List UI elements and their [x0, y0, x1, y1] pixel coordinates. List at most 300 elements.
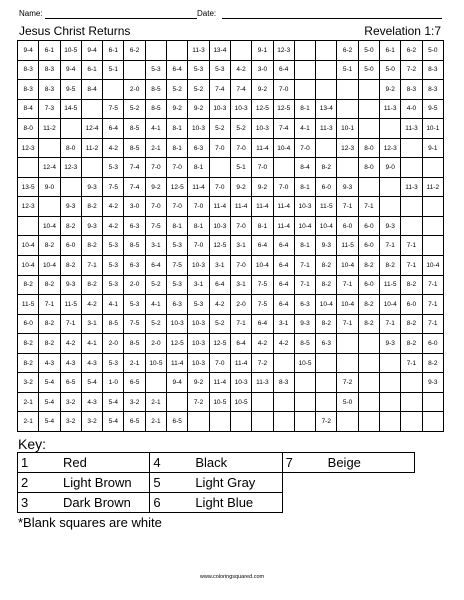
grid-cell: 7-0 — [209, 177, 230, 197]
grid-cell: 5-3 — [103, 236, 124, 256]
grid-cell: 8-5 — [124, 119, 145, 139]
grid-cell: 8-2 — [60, 216, 81, 236]
grid-cell: 10-4 — [316, 295, 337, 315]
grid-cell: 6-4 — [167, 60, 188, 80]
grid-row — [18, 373, 444, 393]
grid-cell: 3-1 — [81, 314, 102, 334]
grid-cell: 8-0 — [60, 138, 81, 158]
grid-row — [18, 158, 444, 178]
grid-cell: 9-5 — [422, 99, 443, 119]
grid-cell: 8-3 — [273, 373, 294, 393]
grid-cell: 10-5 — [230, 392, 251, 412]
grid-cell: 3-0 — [252, 60, 273, 80]
grid-cell: 6-4 — [209, 275, 230, 295]
key-color-name: Light Gray — [195, 475, 256, 490]
grid-cell: 7-0 — [209, 353, 230, 373]
grid-cell — [230, 41, 251, 61]
grid-cell: 2-1 — [18, 412, 39, 432]
grid-cell: 7-1 — [39, 295, 60, 315]
grid-cell — [337, 99, 358, 119]
grid-cell: 3-1 — [145, 236, 166, 256]
grid-cell: 5-0 — [422, 41, 443, 61]
grid-cell: 10-4 — [18, 236, 39, 256]
grid-cell: 9-2 — [188, 99, 209, 119]
grid-cell: 3-1 — [273, 314, 294, 334]
grid-cell: 5-3 — [188, 60, 209, 80]
grid-cell — [380, 373, 401, 393]
grid-cell — [18, 216, 39, 236]
grid-cell — [81, 158, 102, 178]
grid-cell: 2-1 — [145, 412, 166, 432]
grid-cell — [337, 158, 358, 178]
grid-cell: 2-0 — [103, 334, 124, 354]
grid-cell: 3-1 — [230, 236, 251, 256]
grid-cell — [358, 353, 379, 373]
key-number: 4 — [153, 455, 161, 470]
grid-cell: 9-3 — [60, 197, 81, 217]
grid-cell: 10-3 — [188, 256, 209, 276]
grid-cell: 11-4 — [167, 353, 188, 373]
grid-cell — [60, 119, 81, 139]
key-entry — [18, 493, 150, 513]
grid-cell: 4-0 — [401, 99, 422, 119]
grid-cell: 10-4 — [18, 256, 39, 276]
grid-cell: 7-5 — [252, 275, 273, 295]
grid-row — [18, 275, 444, 295]
grid-cell: 9-4 — [167, 373, 188, 393]
grid-cell: 9-3 — [316, 236, 337, 256]
grid-cell: 5-3 — [103, 256, 124, 276]
grid-cell — [380, 392, 401, 412]
grid-cell: 8-3 — [39, 80, 60, 100]
grid-cell: 3-2 — [124, 392, 145, 412]
key-row — [18, 453, 415, 473]
grid-cell: 8-2 — [18, 334, 39, 354]
grid-cell: 5-0 — [380, 60, 401, 80]
grid-cell: 2-1 — [18, 392, 39, 412]
grid-cell — [380, 412, 401, 432]
grid-row — [18, 256, 444, 276]
grid-cell: 3-2 — [81, 412, 102, 432]
grid-cell: 7-2 — [316, 412, 337, 432]
page-title: Jesus Christ Returns — [19, 24, 131, 38]
grid-cell — [39, 197, 60, 217]
grid-cell — [401, 392, 422, 412]
grid-cell — [422, 216, 443, 236]
grid-cell: 9-2 — [145, 177, 166, 197]
grid-cell: 5-3 — [167, 236, 188, 256]
grid-cell: 11-5 — [60, 295, 81, 315]
grid-cell — [294, 41, 315, 61]
grid-cell: 11-3 — [380, 99, 401, 119]
grid-cell: 6-0 — [401, 295, 422, 315]
grid-cell — [103, 80, 124, 100]
grid-cell: 8-3 — [401, 80, 422, 100]
grid-cell — [401, 158, 422, 178]
grid-cell: 9-2 — [252, 177, 273, 197]
grid-cell: 8-2 — [316, 275, 337, 295]
grid-cell: 6-3 — [316, 334, 337, 354]
title-row — [17, 24, 443, 40]
grid-cell: 6-1 — [380, 41, 401, 61]
grid-cell: 5-2 — [209, 119, 230, 139]
key-entry — [150, 473, 282, 493]
grid-cell: 9-0 — [380, 158, 401, 178]
grid-row — [18, 412, 444, 432]
grid-cell: 11-5 — [337, 236, 358, 256]
grid-cell — [124, 60, 145, 80]
grid-row — [18, 80, 444, 100]
grid-cell: 3-1 — [188, 275, 209, 295]
grid-cell: 11-2 — [81, 138, 102, 158]
grid-cell: 11-3 — [188, 41, 209, 61]
grid-cell — [380, 119, 401, 139]
grid-cell — [167, 392, 188, 412]
grid-cell: 4-2 — [252, 334, 273, 354]
grid-cell: 4-1 — [145, 119, 166, 139]
grid-cell: 6-0 — [358, 275, 379, 295]
grid-cell — [401, 412, 422, 432]
grid-cell: 7-1 — [230, 314, 251, 334]
grid-cell: 7-1 — [380, 236, 401, 256]
grid-cell: 10-3 — [188, 353, 209, 373]
grid-cell: 7-4 — [209, 80, 230, 100]
grid-cell — [358, 392, 379, 412]
grid-cell: 7-0 — [188, 197, 209, 217]
grid-cell: 12-3 — [60, 158, 81, 178]
grid-cell — [18, 158, 39, 178]
grid-cell: 7-5 — [167, 256, 188, 276]
grid-cell: 8-2 — [39, 314, 60, 334]
grid-cell: 7-0 — [252, 158, 273, 178]
grid-cell: 9-2 — [380, 80, 401, 100]
grid-cell: 8-1 — [294, 236, 315, 256]
grid-cell: 8-3 — [422, 60, 443, 80]
grid-row — [18, 295, 444, 315]
grid-cell: 8-2 — [422, 353, 443, 373]
grid-cell: 11-4 — [230, 353, 251, 373]
grid-cell: 11-5 — [316, 197, 337, 217]
grid-cell: 8-4 — [294, 158, 315, 178]
grid-cell: 10-4 — [273, 138, 294, 158]
grid-cell: 7-1 — [337, 275, 358, 295]
grid-cell: 6-4 — [273, 236, 294, 256]
grid-cell: 8-3 — [39, 60, 60, 80]
grid-cell: 11-4 — [273, 197, 294, 217]
grid-cell: 11-4 — [209, 373, 230, 393]
grid-cell — [60, 177, 81, 197]
grid-cell: 6-4 — [273, 275, 294, 295]
grid-row — [18, 138, 444, 158]
grid-cell — [273, 412, 294, 432]
grid-cell: 7-0 — [145, 197, 166, 217]
grid-cell — [316, 138, 337, 158]
grid-cell — [188, 412, 209, 432]
grid-cell: 8-2 — [380, 256, 401, 276]
grid-cell: 9-4 — [81, 41, 102, 61]
grid-cell: 10-4 — [422, 256, 443, 276]
grid-cell: 8-1 — [167, 138, 188, 158]
grid-cell — [401, 197, 422, 217]
grid-row — [18, 392, 444, 412]
grid-cell: 8-5 — [124, 236, 145, 256]
date-line — [222, 18, 442, 19]
grid-cell: 4-1 — [294, 119, 315, 139]
grid-cell: 6-1 — [81, 60, 102, 80]
grid-cell: 4-2 — [273, 334, 294, 354]
grid-cell — [380, 353, 401, 373]
grid-cell: 9-2 — [167, 99, 188, 119]
grid-cell: 10-3 — [188, 334, 209, 354]
grid-cell: 8-1 — [252, 216, 273, 236]
grid-cell — [167, 41, 188, 61]
grid-cell: 7-1 — [401, 236, 422, 256]
grid-cell: 6-0 — [337, 216, 358, 236]
grid-cell: 6-0 — [358, 236, 379, 256]
grid-cell: 2-1 — [124, 353, 145, 373]
grid-cell: 8-2 — [39, 334, 60, 354]
grid-row — [18, 216, 444, 236]
name-line — [45, 18, 197, 19]
grid-cell: 11-4 — [188, 177, 209, 197]
grid-cell: 13-4 — [316, 99, 337, 119]
grid-cell: 8-0 — [358, 138, 379, 158]
grid-cell: 4-2 — [60, 334, 81, 354]
grid-cell: 8-2 — [401, 334, 422, 354]
grid-cell: 12-5 — [209, 236, 230, 256]
key-color-name: Light Blue — [195, 495, 254, 510]
grid-cell: 7-5 — [103, 99, 124, 119]
grid-cell: 10-4 — [39, 256, 60, 276]
color-key-table — [17, 452, 415, 513]
grid-cell: 11-3 — [401, 177, 422, 197]
grid-cell: 9-3 — [380, 334, 401, 354]
grid-cell — [337, 412, 358, 432]
key-color-name: Beige — [327, 455, 361, 470]
grid-cell: 5-2 — [209, 314, 230, 334]
grid-cell: 8-1 — [167, 119, 188, 139]
grid-cell: 12-3 — [337, 138, 358, 158]
grid-cell: 5-1 — [230, 158, 251, 178]
grid-cell: 7-2 — [337, 373, 358, 393]
grid-cell: 5-3 — [167, 275, 188, 295]
grid-cell: 10-3 — [167, 314, 188, 334]
grid-cell: 6-5 — [124, 373, 145, 393]
grid-cell: 9-3 — [81, 177, 102, 197]
grid-cell: 7-1 — [380, 314, 401, 334]
footer-url: www.coloringsquared.com — [199, 574, 265, 580]
key-row — [18, 493, 415, 513]
key-entry — [18, 473, 150, 493]
grid-cell: 8-5 — [103, 314, 124, 334]
grid-cell — [316, 353, 337, 373]
grid-cell: 9-3 — [337, 177, 358, 197]
key-color-name: Red — [63, 455, 87, 470]
grid-cell: 10-5 — [145, 353, 166, 373]
grid-cell: 8-1 — [294, 99, 315, 119]
grid-cell: 5-0 — [337, 392, 358, 412]
grid-cell: 8-2 — [39, 275, 60, 295]
grid-cell: 7-1 — [337, 314, 358, 334]
grid-cell: 8-2 — [358, 314, 379, 334]
grid-cell: 10-3 — [209, 99, 230, 119]
grid-cell: 4-1 — [145, 295, 166, 315]
grid-cell: 6-0 — [18, 314, 39, 334]
grid-cell: 5-4 — [39, 373, 60, 393]
grid-cell: 9-3 — [81, 216, 102, 236]
grid-cell: 8-5 — [124, 334, 145, 354]
grid-cell: 10-3 — [252, 119, 273, 139]
grid-cell — [294, 60, 315, 80]
grid-cell: 10-4 — [380, 295, 401, 315]
grid-cell: 5-2 — [145, 275, 166, 295]
grid-row — [18, 353, 444, 373]
grid-cell: 6-5 — [167, 412, 188, 432]
grid-cell: 6-0 — [316, 177, 337, 197]
grid-cell — [358, 119, 379, 139]
grid-cell: 5-4 — [39, 412, 60, 432]
grid-cell: 5-3 — [103, 275, 124, 295]
grid-cell — [209, 412, 230, 432]
blank-squares-note: *Blank squares are white — [18, 515, 162, 530]
grid-cell: 10-4 — [252, 256, 273, 276]
grid-cell: 6-0 — [422, 334, 443, 354]
grid-row — [18, 119, 444, 139]
grid-cell: 7-0 — [167, 158, 188, 178]
grid-cell: 4-1 — [81, 334, 102, 354]
grid-cell: 7-5 — [103, 177, 124, 197]
grid-cell: 7-1 — [294, 275, 315, 295]
grid-cell: 10-3 — [230, 373, 251, 393]
grid-cell: 11-3 — [316, 119, 337, 139]
header — [17, 6, 443, 20]
grid-cell: 10-3 — [188, 314, 209, 334]
grid-cell: 4-2 — [103, 138, 124, 158]
grid-cell: 7-0 — [294, 138, 315, 158]
grid-cell: 8-2 — [81, 236, 102, 256]
grid-cell: 8-4 — [18, 99, 39, 119]
grid-cell: 12-3 — [273, 41, 294, 61]
grid-cell: 7-0 — [230, 216, 251, 236]
grid-cell: 7-1 — [60, 314, 81, 334]
grid-cell: 8-2 — [358, 256, 379, 276]
grid-cell: 9-0 — [39, 177, 60, 197]
grid-cell: 6-0 — [358, 216, 379, 236]
grid-cell — [358, 412, 379, 432]
grid-cell: 2-0 — [124, 275, 145, 295]
key-color-name: Dark Brown — [63, 495, 131, 510]
grid-cell: 5-1 — [103, 60, 124, 80]
grid-cell: 8-2 — [39, 236, 60, 256]
grid-cell: 9-4 — [60, 60, 81, 80]
grid-cell: 7-1 — [401, 256, 422, 276]
grid-cell: 12-3 — [18, 197, 39, 217]
grid-cell: 5-4 — [103, 392, 124, 412]
grid-cell: 12-5 — [167, 334, 188, 354]
grid-cell: 12-4 — [39, 158, 60, 178]
grid-cell — [401, 373, 422, 393]
grid-cell — [380, 197, 401, 217]
grid-cell: 6-3 — [124, 216, 145, 236]
grid-cell: 6-4 — [273, 295, 294, 315]
grid-cell: 5-2 — [188, 80, 209, 100]
grid-cell: 7-1 — [358, 197, 379, 217]
grid-cell: 5-4 — [103, 412, 124, 432]
grid-cell: 7-3 — [39, 99, 60, 119]
grid-cell — [81, 99, 102, 119]
grid-cell: 11-4 — [209, 197, 230, 217]
grid-cell — [145, 373, 166, 393]
grid-cell: 9-3 — [60, 275, 81, 295]
grid-cell: 7-1 — [422, 275, 443, 295]
date-label: Date: — [197, 9, 217, 18]
grid-cell — [294, 392, 315, 412]
grid-cell: 12-5 — [252, 99, 273, 119]
key-color-name: Light Brown — [63, 475, 132, 490]
grid-cell: 7-0 — [230, 138, 251, 158]
grid-cell: 10-3 — [294, 197, 315, 217]
grid-cell: 10-4 — [39, 216, 60, 236]
grid-cell: 7-0 — [273, 80, 294, 100]
grid-cell: 5-3 — [145, 60, 166, 80]
grid-cell: 2-1 — [145, 138, 166, 158]
grid-cell: 6-3 — [294, 295, 315, 315]
grid-cell: 4-3 — [39, 353, 60, 373]
grid-cell — [273, 158, 294, 178]
grid-cell: 7-2 — [188, 392, 209, 412]
name-label: Name: — [19, 9, 43, 18]
grid-cell: 3-1 — [209, 256, 230, 276]
grid-cell: 5-3 — [103, 353, 124, 373]
grid-cell: 10-4 — [316, 216, 337, 236]
grid-cell: 6-4 — [230, 334, 251, 354]
grid-cell: 12-5 — [167, 177, 188, 197]
grid-cell: 7-1 — [422, 295, 443, 315]
key-number: 6 — [153, 495, 161, 510]
grid-cell: 11-5 — [380, 275, 401, 295]
grid-cell: 2-0 — [145, 334, 166, 354]
grid-cell: 8-2 — [316, 314, 337, 334]
grid-cell: 5-2 — [230, 119, 251, 139]
grid-cell: 2-1 — [145, 392, 166, 412]
grid-cell: 8-2 — [18, 353, 39, 373]
grid-cell: 6-1 — [103, 41, 124, 61]
grid-cell: 4-2 — [81, 295, 102, 315]
grid-cell: 7-5 — [252, 295, 273, 315]
grid-cell: 13-4 — [209, 41, 230, 61]
grid-cell: 6-5 — [60, 373, 81, 393]
grid-cell: 8-2 — [60, 256, 81, 276]
grid-row — [18, 41, 444, 61]
grid-cell: 5-2 — [124, 99, 145, 119]
grid-cell: 9-1 — [422, 138, 443, 158]
grid-cell: 7-0 — [230, 256, 251, 276]
grid-cell: 10-1 — [422, 119, 443, 139]
grid-row — [18, 334, 444, 354]
grid-cell — [358, 373, 379, 393]
grid-cell: 12-5 — [273, 99, 294, 119]
grid-cell: 5-2 — [145, 314, 166, 334]
grid-cell: 7-0 — [273, 177, 294, 197]
grid-cell — [316, 373, 337, 393]
grid-cell: 8-3 — [422, 80, 443, 100]
grid-cell: 7-0 — [167, 197, 188, 217]
grid-cell — [316, 392, 337, 412]
grid-cell: 3-2 — [60, 392, 81, 412]
grid-cell: 13-5 — [18, 177, 39, 197]
grid-cell: 10-3 — [209, 216, 230, 236]
grid-cell: 7-4 — [230, 80, 251, 100]
